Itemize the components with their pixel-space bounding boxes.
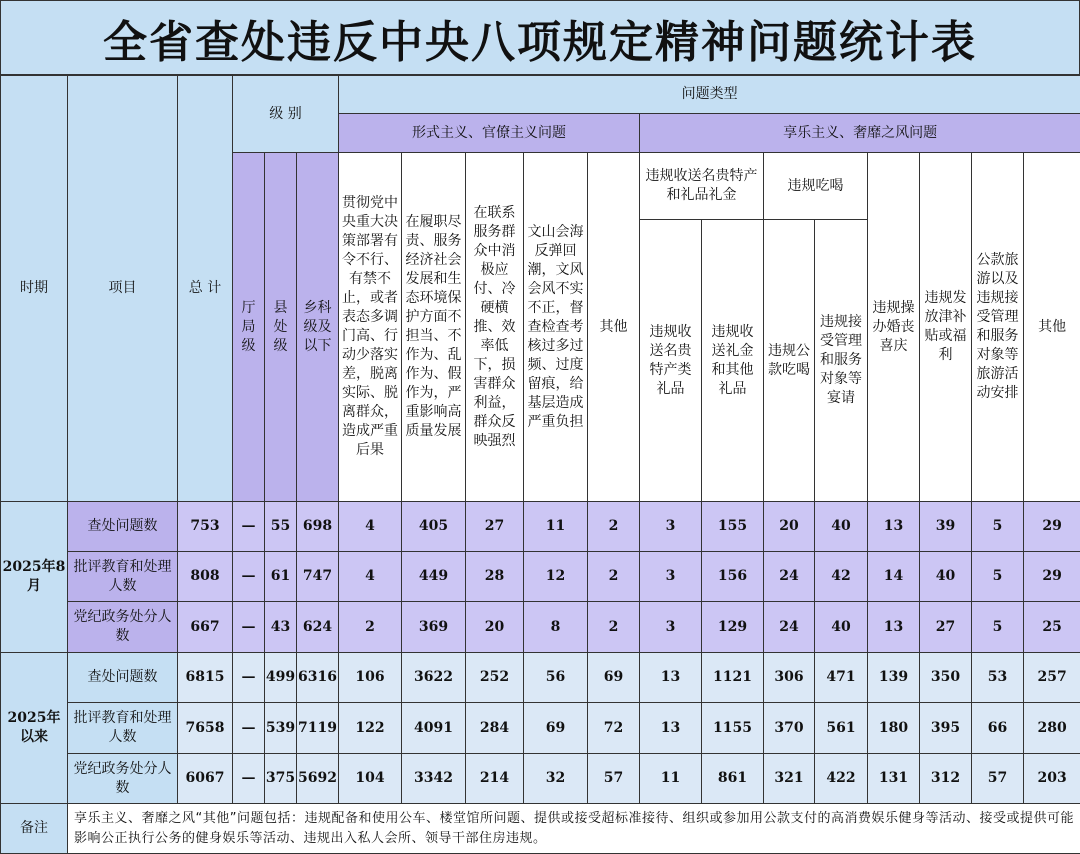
cell-value: 2 bbox=[588, 502, 640, 552]
cell-value: 370 bbox=[764, 703, 815, 754]
header-formalism-decisions: 贯彻党中央重大决策部署有令不行、有禁不止，或者表态多调门高、行动少落实差，脱离实际、脱离群众，造成严重后果 bbox=[339, 153, 402, 502]
header-hedonism-group: 享乐主义、奢靡之风问题 bbox=[640, 114, 1080, 153]
cell-total: 6815 bbox=[178, 653, 233, 703]
cell-value: 139 bbox=[868, 653, 920, 703]
cell-value: 471 bbox=[815, 653, 868, 703]
row-item: 查处问题数 bbox=[68, 502, 178, 552]
row-item: 批评教育和处理人数 bbox=[68, 703, 178, 754]
cell-value: 8 bbox=[524, 602, 588, 653]
cell-township: 747 bbox=[297, 552, 339, 602]
cell-county: 539 bbox=[265, 703, 297, 754]
cell-value: 422 bbox=[815, 754, 868, 804]
header-level-township: 乡科级及以下 bbox=[297, 153, 339, 502]
cell-value: 57 bbox=[588, 754, 640, 804]
cell-township: 698 bbox=[297, 502, 339, 552]
header-formalism-other: 其他 bbox=[588, 153, 640, 502]
cell-value: 395 bbox=[920, 703, 972, 754]
cell-value: 11 bbox=[524, 502, 588, 552]
cell-value: 40 bbox=[920, 552, 972, 602]
cell-total: 753 bbox=[178, 502, 233, 552]
cell-county: 499 bbox=[265, 653, 297, 703]
cell-value: 66 bbox=[972, 703, 1024, 754]
cell-value: 203 bbox=[1024, 754, 1080, 804]
cell-value: 2 bbox=[588, 552, 640, 602]
cell-value: 106 bbox=[339, 653, 402, 703]
table-row bbox=[1, 502, 1080, 552]
header-period: 时期 bbox=[1, 76, 68, 502]
table-row bbox=[1, 703, 1080, 754]
cell-bureau: — bbox=[233, 653, 265, 703]
cell-value: 53 bbox=[972, 653, 1024, 703]
cell-county: 375 bbox=[265, 754, 297, 804]
cell-value: 321 bbox=[764, 754, 815, 804]
cell-township: 624 bbox=[297, 602, 339, 653]
cell-value: 252 bbox=[466, 653, 524, 703]
cell-value: 3 bbox=[640, 552, 702, 602]
header-level-bureau: 厅局级 bbox=[233, 153, 265, 502]
cell-total: 6067 bbox=[178, 754, 233, 804]
cell-value: 369 bbox=[402, 602, 466, 653]
header-hedonism-other: 其他 bbox=[1024, 153, 1080, 502]
cell-value: 104 bbox=[339, 754, 402, 804]
cell-value: 5 bbox=[972, 502, 1024, 552]
cell-value: 13 bbox=[640, 703, 702, 754]
cell-value: 4 bbox=[339, 552, 402, 602]
statistics-table bbox=[0, 75, 1080, 854]
table-row bbox=[1, 552, 1080, 602]
cell-value: 4 bbox=[339, 502, 402, 552]
cell-value: 13 bbox=[640, 653, 702, 703]
note-text: 享乐主义、奢靡之风“其他”问题包括：违规配备和使用公车、楼堂馆所问题、提供或接受超标准接待、组织或参加用公款支付的高消费娱乐健身等活动、接受或提供可能影响公正执行公务的健身娱乐等活动、违规出入私人会所、领导干部住房违规。 bbox=[68, 804, 1080, 854]
cell-value: 57 bbox=[972, 754, 1024, 804]
cell-value: 257 bbox=[1024, 653, 1080, 703]
cell-value: 2 bbox=[588, 602, 640, 653]
cell-value: 3622 bbox=[402, 653, 466, 703]
cell-value: 561 bbox=[815, 703, 868, 754]
row-item: 党纪政务处分人数 bbox=[68, 602, 178, 653]
header-problem-type: 问题类型 bbox=[339, 76, 1080, 114]
cell-value: 24 bbox=[764, 602, 815, 653]
header-dining-group: 违规吃喝 bbox=[764, 153, 868, 220]
cell-value: 449 bbox=[402, 552, 466, 602]
cell-value: 14 bbox=[868, 552, 920, 602]
cell-value: 3 bbox=[640, 602, 702, 653]
cell-value: 69 bbox=[588, 653, 640, 703]
table-row bbox=[1, 653, 1080, 703]
cell-value: 1155 bbox=[702, 703, 764, 754]
cell-value: 27 bbox=[466, 502, 524, 552]
header-weddings-funerals: 违规操办婚丧喜庆 bbox=[868, 153, 920, 502]
period-label: 2025年8月 bbox=[1, 502, 68, 653]
header-formalism-group: 形式主义、官僚主义问题 bbox=[339, 114, 640, 153]
header-total: 总 计 bbox=[178, 76, 233, 502]
cell-value: 29 bbox=[1024, 552, 1080, 602]
cell-value: 12 bbox=[524, 552, 588, 602]
cell-township: 6316 bbox=[297, 653, 339, 703]
cell-value: 131 bbox=[868, 754, 920, 804]
table-title: 全省查处违反中央八项规定精神问题统计表 bbox=[0, 0, 1080, 75]
cell-total: 808 bbox=[178, 552, 233, 602]
table-row bbox=[1, 602, 1080, 653]
cell-value: 24 bbox=[764, 552, 815, 602]
cell-county: 61 bbox=[265, 552, 297, 602]
header-gift-cash: 违规收送礼金和其他礼品 bbox=[702, 220, 764, 502]
row-item: 查处问题数 bbox=[68, 653, 178, 703]
cell-township: 7119 bbox=[297, 703, 339, 754]
cell-bureau: — bbox=[233, 703, 265, 754]
cell-county: 55 bbox=[265, 502, 297, 552]
cell-value: 180 bbox=[868, 703, 920, 754]
cell-value: 405 bbox=[402, 502, 466, 552]
cell-value: 42 bbox=[815, 552, 868, 602]
cell-value: 13 bbox=[868, 602, 920, 653]
row-item: 批评教育和处理人数 bbox=[68, 552, 178, 602]
cell-value: 5 bbox=[972, 602, 1024, 653]
cell-value: 27 bbox=[920, 602, 972, 653]
period-label: 2025年以来 bbox=[1, 653, 68, 804]
header-formalism-meetings: 文山会海反弹回潮，文风会风不实不正，督查检查考核过多过频、过度留痕，给基层造成严重负担 bbox=[524, 153, 588, 502]
header-dining-public: 违规公款吃喝 bbox=[764, 220, 815, 502]
cell-value: 39 bbox=[920, 502, 972, 552]
table-row bbox=[1, 754, 1080, 804]
cell-value: 40 bbox=[815, 502, 868, 552]
header-level: 级 别 bbox=[233, 76, 339, 153]
cell-bureau: — bbox=[233, 754, 265, 804]
cell-value: 861 bbox=[702, 754, 764, 804]
header-level-county: 县处级 bbox=[265, 153, 297, 502]
cell-value: 122 bbox=[339, 703, 402, 754]
cell-value: 28 bbox=[466, 552, 524, 602]
cell-value: 306 bbox=[764, 653, 815, 703]
cell-value: 156 bbox=[702, 552, 764, 602]
row-item: 党纪政务处分人数 bbox=[68, 754, 178, 804]
cell-value: 214 bbox=[466, 754, 524, 804]
cell-value: 129 bbox=[702, 602, 764, 653]
header-item: 项目 bbox=[68, 76, 178, 502]
header-formalism-duty: 在履职尽责、服务经济社会发展和生态环境保护方面不担当、不作为、乱作为、假作为，严重影响高质量发展 bbox=[402, 153, 466, 502]
header-allowances: 违规发放津补贴或福利 bbox=[920, 153, 972, 502]
header-dining-banquet: 违规接受管理和服务对象等宴请 bbox=[815, 220, 868, 502]
header-tourism: 公款旅游以及违规接受管理和服务对象等旅游活动安排 bbox=[972, 153, 1024, 502]
cell-value: 32 bbox=[524, 754, 588, 804]
cell-value: 284 bbox=[466, 703, 524, 754]
header-gift-group: 违规收送名贵特产和礼品礼金 bbox=[640, 153, 764, 220]
cell-bureau: — bbox=[233, 552, 265, 602]
cell-value: 20 bbox=[764, 502, 815, 552]
header-gift-specialty: 违规收送名贵特产类礼品 bbox=[640, 220, 702, 502]
cell-value: 56 bbox=[524, 653, 588, 703]
cell-value: 20 bbox=[466, 602, 524, 653]
cell-value: 2 bbox=[339, 602, 402, 653]
cell-value: 5 bbox=[972, 552, 1024, 602]
cell-value: 4091 bbox=[402, 703, 466, 754]
cell-bureau: — bbox=[233, 602, 265, 653]
cell-value: 69 bbox=[524, 703, 588, 754]
cell-value: 350 bbox=[920, 653, 972, 703]
note-label: 备注 bbox=[1, 804, 68, 854]
cell-value: 40 bbox=[815, 602, 868, 653]
cell-total: 667 bbox=[178, 602, 233, 653]
cell-value: 11 bbox=[640, 754, 702, 804]
cell-bureau: — bbox=[233, 502, 265, 552]
cell-value: 72 bbox=[588, 703, 640, 754]
cell-total: 7658 bbox=[178, 703, 233, 754]
cell-value: 155 bbox=[702, 502, 764, 552]
cell-value: 29 bbox=[1024, 502, 1080, 552]
cell-value: 13 bbox=[868, 502, 920, 552]
cell-value: 280 bbox=[1024, 703, 1080, 754]
cell-value: 1121 bbox=[702, 653, 764, 703]
cell-value: 3 bbox=[640, 502, 702, 552]
cell-value: 312 bbox=[920, 754, 972, 804]
cell-value: 3342 bbox=[402, 754, 466, 804]
header-formalism-masses: 在联系服务群众中消极应付、冷硬横推、效率低下，损害群众利益，群众反映强烈 bbox=[466, 153, 524, 502]
cell-value: 25 bbox=[1024, 602, 1080, 653]
cell-county: 43 bbox=[265, 602, 297, 653]
cell-township: 5692 bbox=[297, 754, 339, 804]
